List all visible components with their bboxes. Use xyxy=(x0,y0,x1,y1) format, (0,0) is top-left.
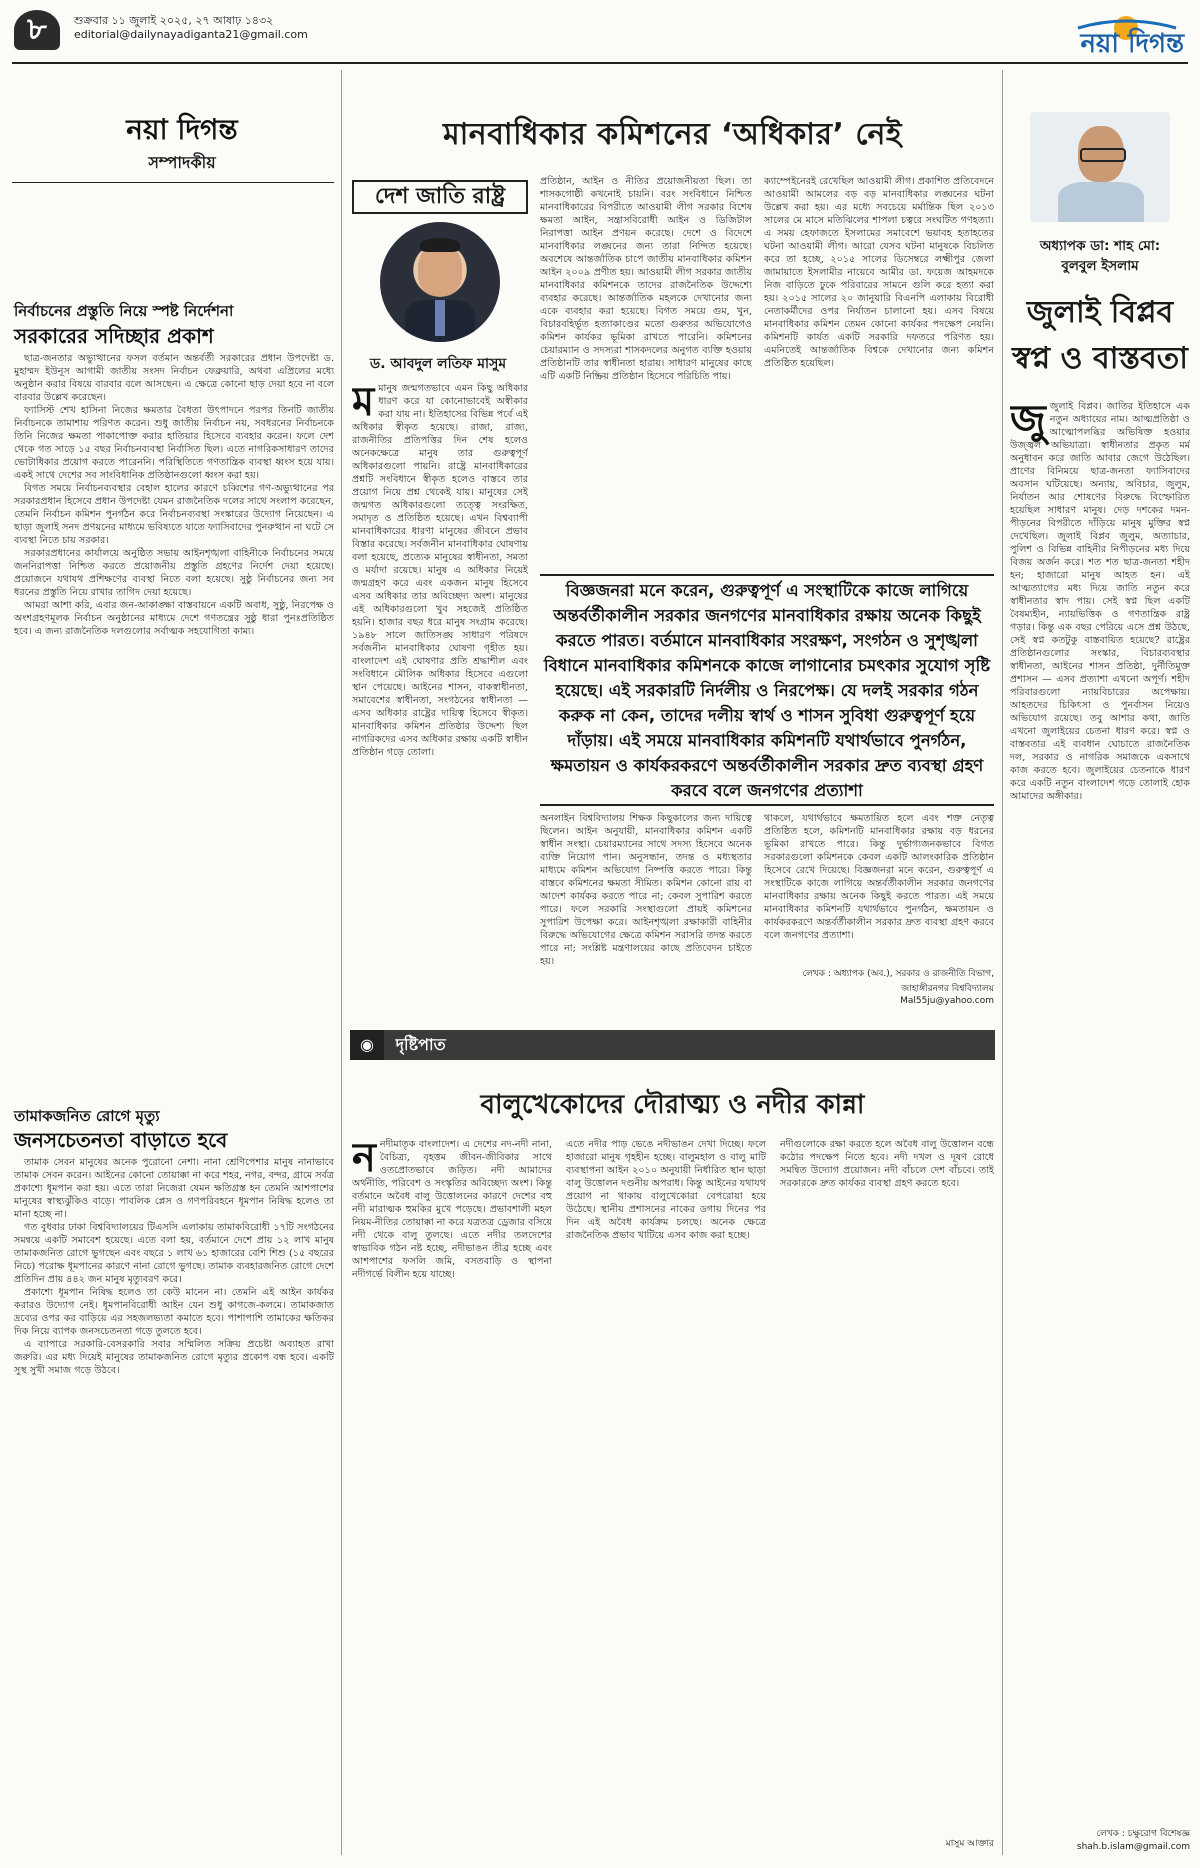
paragraph: গত বুধবার ঢাকা বিশ্ববিদ্যালয়ের টিএসসি এলাকায় তামাকবিরোধী ১৭টি সংগঠনের সমন্বয়ে একটি সমাবেশ হয়েছে। এতে বলা হয়, বর্তমানে দেশে প্রায় ১২ লাখ মানুষ তামাকজনিত রোগে ভুগছেন এবং বছরে ১ লাখ ৬১ হাজারের বেশি শিশু (১৫ বছরের নিচে) পরোক্ষ ধূমপানের কারণে নানা রোগে ভুগছে। তামাক ব্যবহারজনিত রোগে দেশে প্রতিদিন প্রায় ৪৪২ জন মানুষ মৃত্যুবরণ করে। xyxy=(14,1222,334,1285)
author-photo xyxy=(380,222,500,342)
masthead-rule xyxy=(12,62,1188,64)
main-author-footer: লেখক : অধ্যাপক (অব.), সরকার ও রাজনীতি বিভাগ, জাহাঙ্গীরনগর বিশ্ববিদ্যালয় xyxy=(802,969,994,994)
drishtipat-bar xyxy=(350,1030,995,1060)
editorial1-title: সরকারের সদিচ্ছার প্রকাশ xyxy=(14,324,214,348)
column-title-box xyxy=(352,180,528,214)
column-divider xyxy=(1002,70,1003,1855)
main-body-col3: ক্যাম্পেইনেরই রেখেছিল আওয়ামী লীগ। প্রকাশিত প্রতিবেদনে আওয়ামী আমলের বড় বড় মানবাধিকার লঙ্ঘনের ঘটনা উল্লেখ করা হয়। এর মধ্যে সবচেয়ে মর্মান্তিক ছিল ২০১৩ সালের মে মাসে মতিঝিলের শাপলা চত্বরে সংঘটিত গণহত্যা। এ সময় হেফাজতে ইসলামের সমাবেশে ভয়াবহ হতাহতের ঘটনা আওয়ামী লীগ। আরো যেসব ঘটনা মানুষকে বিচলিত করে তা হচ্ছে, ২০১৫ সালের ডিসেম্বরে লক্ষ্মীপুর জেলা জামায়াতে ইসলামীর নায়েবে আমীর ডা. ফয়েজ আহমদকে নিজ বাড়িতে ঢুকে পরিবারের সামনে গুলি করে হত্যা করা হয়। ২০১৫ সালের ২০ জানুয়ারি বিএনপি এলাকায় বিরোধী নেতাকর্মীদের ওপর নির্যাতন চালানো হয়। এসব বিষয়ে মানবাধিকার কমিশন তেমন কোনো কার্যকর পদক্ষেপ নেয়নি। কমিশনটি কার্যত একটি সরকারি দফতরে পরিণত হয়। এমনিতেই আন্তর্জাতিক বিশ্বকে দেখানোর জন্য কমিশন প্রতিষ্ঠিত হয়েছিল। xyxy=(764,176,994,369)
editorial1-body xyxy=(14,352,334,1032)
main-author-email[interactable]: Mal55ju@yahoo.com xyxy=(900,996,994,1006)
right-headline-line1: জুলাই বিপ্লব xyxy=(1026,295,1174,330)
paragraph: তামাক সেবন মানুষের অনেক পুরোনো নেশা। নানা শ্রেণিপেশার মানুষ নানাভাবে তামাক সেবন করেন। আইনের কোনো তোয়াক্কা না করে শহর, নগর, বন্দর, গ্রামে সর্বত্র প্রকাশ্যে ধূমপান করা হয়। এতে তারা নিজেরা যেমন ক্ষতিগ্রস্ত হন তেমনি আশপাশের মানুষের স্বাস্থ্যঝুঁকিও বাড়ে। পাবলিক প্লেস ও গণপরিবহনে ধূমপান নিষিদ্ধ হলেও তা মানা হচ্ছে না। xyxy=(14,1157,334,1220)
divider xyxy=(12,182,334,183)
eye-icon: ◉ xyxy=(350,1030,384,1060)
page-number: ৮ xyxy=(14,10,60,50)
paragraph: ফ্যাসিস্ট শেখ হাসিনা নিজের ক্ষমতার বৈধতা উৎপাদনে পরপর তিনটি জাতীয় নির্বাচনকে তামাশায় পরিণত করেন। শুধু জাতীয় নির্বাচন নয়, সবধরনের নির্বাচনকে তিনি নিজের ক্ষমতা পাকাপোক্ত করার হাতিয়ার হিসেবে ব্যবহার করেন। ফলে দেশ থেকে গত সাড়ে ১৫ বছর নির্বাচনব্যবস্থা নির্বাসিত ছিল। এতে নাগরিকসাধারণ তাদের ভোটাধিকার প্রয়োগ করতে পারেননি। পরিস্থিতিতে গণতান্ত্রিক ব্যবস্থা ধ্বংস হয়ে যায়। একই সাথে দেশের সব সাংবিধানিক প্রতিষ্ঠানগুলো ধ্বংস করা হয়। xyxy=(14,405,334,481)
paragraph: সরকারপ্রধানের কার্যালয়ে অনুষ্ঠিত সভায় আইনশৃঙ্খলা বাহিনীকে নির্বাচনের সময়ে জননিরাপত্তা নিশ্চিত করতে প্রয়োজনীয় প্রস্তুতি গ্রহণের নির্দেশ দেয়া হয়েছে। প্রয়োজনে যথাযথ প্রশিক্ষণের ব্যবস্থা নিতে বলা হয়েছে। সুষ্ঠু নির্বাচনের জন্য সব ধরনের প্রস্তুতি নিয়ে রাখার তাগিদ দেয়া হয়েছে। xyxy=(14,548,334,598)
right-author-footer: লেখক : চক্ষুরোগ বিশেষজ্ঞ xyxy=(1096,1829,1190,1839)
logo-text: নয়া দিগন্ত xyxy=(1080,29,1184,58)
author-name: ড. আবদুল লতিফ মাসুম xyxy=(369,356,507,372)
right-author-line2: বুলবুল ইসলাম xyxy=(1061,258,1139,274)
paragraph: বিগত সময়ে নির্বাচনব্যবস্থার বেহাল হালের কারণে চব্বিশের গণ-অভ্যুত্থানের পর সরকারপ্রধান হিসেবে প্রধান উপদেষ্টা যেমন রাজনৈতিক দলের সাথে সংলাপ করেছেন, তেমনি নির্বাচন কমিশন পুনর্গঠন করে নির্বাচনব্যবস্থা সংস্কারের উদ্যোগ নিয়েছেন। এ ছাড়া জুলাই সনদ প্রণয়নের মাধ্যমে ভবিষ্যতে যাতে ফ্যাসিবাদের পুনরুত্থান না ঘটে সে ব্যবস্থা নিতে চায় সরকার। xyxy=(14,483,334,546)
editorial2-body xyxy=(14,1156,334,1856)
editorial2-title: জনসচেতনতা বাড়াতে হবে xyxy=(14,1128,228,1152)
drishtipat-headline: বালুখেকোদের দৌরাত্ম্য ও নদীর কান্না xyxy=(480,1090,865,1120)
drishtipat-col3: নদীগুলোকে রক্ষা করতে হলে অবৈধ বালু উত্তোলন বন্ধে কঠোর পদক্ষেপ নিতে হবে। নদী দখল ও দূষণ রোধে সমন্বিত উদ্যোগ প্রয়োজন। নদী বাঁচলে দেশ বাঁচবে। তাই সরকারকে দ্রুত কার্যকর ব্যবস্থা গ্রহণ করতে হবে। xyxy=(780,1139,994,1189)
editorial2-kicker: তামাকজনিত রোগে মৃত্যু xyxy=(14,1107,160,1125)
right-body-text: জুলাই বিপ্লব। জাতির ইতিহাসে এক নতুন অধ্যায়ের নাম। আত্মপ্রতিষ্ঠা ও আত্মোপলব্ধির অভিষিক্ত হওয়ার উজ্জ্বল অভিযাত্রা। স্বাধীনতার প্রকৃত মর্ম অনুধাবন করে জাতি আবার জেগে উঠেছিল। প্রাণের বিনিময়ে ছাত্র-জনতা ফ্যাসিবাদের অবসান ঘটিয়েছে। অন্যায়, অবিচার, জুলুম, নির্যাতন আর শোষণের বিরুদ্ধে বিস্ফোরিত হয়েছিল সাধারণ মানুষ। দেড় দশকের দমন-পীড়নের বিপরীতে দাঁড়িয়ে মানুষ মুক্তির স্বপ্ন দেখেছিল। জুলাই বিপ্লব জুলুম, অত্যাচার, পুলিশ ও বিভিন্ন বাহিনীর নিপীড়নের মধ্য দিয়ে বিজয় অর্জন করে। শত শত ছাত্র-জনতা শহীদ হন; হাজারো মানুষ আহত হন। এই আত্মত্যাগের মধ্য দিয়ে জাতি নতুন করে স্বাধীনতার স্বাদ পায়। সেই স্বপ্ন ছিল একটি বৈষম্যহীন, ন্যায়ভিত্তিক ও গণতান্ত্রিক রাষ্ট্র গড়ার। কিন্তু এক বছর পেরিয়ে এসে প্রশ্ন উঠছে, সেই স্বপ্ন কতটুকু বাস্তবায়িত হয়েছে? রাষ্ট্রের প্রতিষ্ঠানগুলোর সংস্কার, বিচারব্যবস্থার স্বাধীনতা, আইনের শাসন প্রতিষ্ঠা, দুর্নীতিমুক্ত প্রশাসন — এসব প্রত্যাশা এখনো অপূর্ণ। শহীদ পরিবারগুলো ন্যায়বিচারের অপেক্ষায়। আহতদের চিকিৎসা ও পুনর্বাসন নিয়েও অভিযোগ রয়েছে। তবু আশার কথা, জাতি এখনো জুলাইয়ের চেতনা ধারণ করে। স্বপ্ন ও বাস্তবতার এই ব্যবধান ঘোচাতে রাজনৈতিক দল, সরকার ও নাগরিক সমাজকে একসাথে কাজ করতে হবে। জুলাইয়ের চেতনাকে ধারণ করে একটি নতুন বাংলাদেশ গড়ে তোলাই হোক আমাদের অঙ্গীকার। xyxy=(1010,401,1190,802)
editorial-logo xyxy=(122,108,242,155)
editorial1-kicker: নির্বাচনের প্রস্তুতি নিয়ে স্পষ্ট নির্দেশনা xyxy=(14,302,234,320)
column-title: দেশ জাতি রাষ্ট্র xyxy=(374,184,506,209)
drishtipat-col2: এতে নদীর পাড় ভেঙে নদীভাঙন দেখা দিচ্ছে। ফলে হাজারো মানুষ গৃহহীন হচ্ছে। বালুমহাল ও বালু মাটি ব্যবস্থাপনা আইন ২০১০ অনুযায়ী নির্ধারিত স্থান ছাড়া বালু উত্তোলন দণ্ডনীয় অপরাধ। কিন্তু আইনের যথাযথ প্রয়োগ না থাকায় বালুখেকোরা বেপরোয়া হয়ে উঠেছে। স্থানীয় প্রশাসনের নাকের ডগায় দিনের পর দিন এই অবৈধ কার্যক্রম চলছে। অনেক ক্ষেত্রে রাজনৈতিক প্রভাব খাটিয়ে এসব কাজ করা হচ্ছে। xyxy=(566,1139,766,1241)
author-photo-right xyxy=(1030,112,1170,222)
paragraph: প্রকাশ্যে ধূমপান নিষিদ্ধ হলেও তা কেউ মানেন না। তেমনি এই আইন কার্যকর করারও উদ্যোগ নেই। ধূমপানবিরোধী আইন যেন শুধু কাগজে-কলমে। তামাকজাত দ্রব্যের ওপর কর বাড়িয়ে এর সহজলভ্যতা কমাতে হবে। পাশাপাশি তামাকের ক্ষতিকর দিক নিয়ে ব্যাপক জনসচেতনতা গড়ে তুলতে হবে। xyxy=(14,1287,334,1337)
main-body-lower1: অনলাইন বিশ্ববিদ্যালয় শিক্ষক কিছুকালের জন্য দায়িত্বে ছিলেন। আইন অনুযায়ী, মানবাধিকার কমিশন একটি স্বাধীন সংস্থা। চেয়ারম্যানের সাথে সদস্য হিসেবে অনেক ব্যক্তি নিয়োগ পান। অনুসন্ধান, তদন্ত ও মধ্যস্থতার মাধ্যমে কমিশন অভিযোগ নিষ্পত্তি করতে পারে। কিন্তু বাস্তবে কমিশনের ক্ষমতা সীমিত। কমিশন কোনো রায় বা আদেশ কার্যকর করতে পারে না; কেবল সুপারিশ করতে পারে। ফলে সরকারি সংস্থাগুলো প্রায়ই কমিশনের সুপারিশ উপেক্ষা করে। আইনশৃঙ্খলা রক্ষাকারী বাহিনীর বিরুদ্ধে অভিযোগের ক্ষেত্রে কমিশন সরাসরি তদন্ত করতে পারে না; সংশ্লিষ্ট মন্ত্রণালয়ের কাছে প্রতিবেদন চাইতে হয়। xyxy=(540,813,752,967)
main-body-col2: প্রতিষ্ঠান, আইন ও নীতির প্রয়োজনীয়তা ছিল। তা শাসকগোষ্ঠী কখনোই চায়নি। বরং সংবিধানে নিশ্চিত মানবাধিকারের বিপরীতে আওয়ামী লীগ সরকার বিশেষ ক্ষমতা আইন, সন্ত্রাসবিরোধী আইন ও ডিজিটাল নিরাপত্তা আইন প্রণয়ন করেছে। দেশে ও বিদেশে মানবাধিকার লঙ্ঘনের জন্য তারা নিন্দিত হয়েছে। অবশেষে আন্তর্জাতিক চাপে জাতীয় মানবাধিকার কমিশন আইন ২০০৯ প্রণীত হয়। আওয়ামী লীগ সরকার জাতীয় মানবাধিকার কমিশনকে তাদের রাজনৈতিক উদ্দেশ্যে ব্যবহার করেছে। আন্তর্জাতিক মহলকে দেখানোর জন্য একে ব্যবহার করা হয়েছে। বিগত সময়ে গুম, খুন, বিচারবহির্ভূত হত্যাকাণ্ডের মতো গুরুতর অভিযোগেও কমিশন কার্যকর ভূমিকা রাখতে পারেনি। কমিশনের চেয়ারম্যান ও সদস্যরা শাসকদলের অনুগত ব্যক্তি হওয়ায় প্রতিষ্ঠানটি তার স্বাধীনতা হারায়। সাধারণ মানুষের কাছে এটি একটি নিষ্ক্রিয় প্রতিষ্ঠান হিসেবে পরিচিতি পায়। xyxy=(540,176,752,382)
date-line: শুক্রবার ১১ জুলাই ২০২৫, ২৭ আষাঢ় ১৪৩২ xyxy=(74,14,274,27)
paragraph: এ ব্যাপারে সরকারি-বেসরকারি সবার সম্মিলিত সক্রিয় প্রচেষ্টা অব্যাহত রাখা জরুরি। এর মধ্য দিয়েই মানুষের তামাকজনিত রোগে মৃত্যুর প্রকোপ বন্ধ হবে। একটি সুস্থ সুখী সমাজ গড়ে উঠবে। xyxy=(14,1339,334,1376)
paragraph: আমরা আশা করি, এবার জন-আকাঙ্ক্ষা বাস্তবায়নে একটি অবাধ, সুষ্ঠু, নিরপেক্ষ ও অংশগ্রহণমূলক নির্বাচন অনুষ্ঠানের মাধ্যমে দেশে গণতন্ত্রের সুষ্ঠু ধারা পুনঃপ্রতিষ্ঠিত হবে। এ জন্য রাজনৈতিক দলগুলোর সর্বাত্মক সহযোগিতা কাম্য। xyxy=(14,600,334,637)
main-body-col1 xyxy=(352,382,528,927)
right-headline-line2: স্বপ্ন ও বাস্তবতা xyxy=(1012,341,1188,376)
editorial-email[interactable]: editorial@dailynayadiganta21@gmail.com xyxy=(74,28,308,41)
right-body xyxy=(1010,400,1190,1820)
drishtipat-col1 xyxy=(352,1138,552,1848)
editorial-logo-text: নয়া দিগন্ত xyxy=(126,113,238,146)
dropcap: ন xyxy=(352,1138,376,1181)
editorial-section-title: সম্পাদকীয় xyxy=(148,153,216,172)
right-author-line1: অধ্যাপক ডা: শাহ মো: xyxy=(1039,238,1161,254)
right-author-email[interactable]: shah.b.islam@gmail.com xyxy=(1076,1842,1190,1852)
column-divider xyxy=(341,70,342,1855)
dropcap: জু xyxy=(1010,400,1046,443)
drishtipat-author: মাসুম আক্তার xyxy=(945,1839,994,1849)
dropcap: ম xyxy=(352,382,375,425)
pullquote: বিজ্ঞজনরা মনে করেন, গুরুত্বপূর্ণ এ সংস্থাটিকে কাজে লাগিয়ে অন্তর্বর্তীকালীন সরকার জনগণের মানবাধিকার রক্ষায় অনেক কিছুই করতে পারত। বর্তমানে মানবাধিকার সংরক্ষণ, সংগঠন ও সুশৃঙ্খলা বিধানে মানবাধিকার কমিশনকে কাজে লাগানোর চমৎকার সুযোগ সৃষ্টি হয়েছে। এই সরকারটি নির্দলীয় ও নিরপেক্ষ। যে দলই সরকার গঠন করুক না কেন, তাদের দলীয় স্বার্থ ও শাসন সুবিধা গুরুত্বপূর্ণ হয়ে দাঁড়ায়। এই সময়ে মানবাধিকার কমিশনটি যথার্থভাবে পুনর্গঠন, ক্ষমতায়ন ও কার্যকরকরণে অন্তর্বর্তীকালীন সরকার দ্রুত ব্যবস্থা গ্রহণ করবে বলে জনগণের প্রত্যাশা xyxy=(543,580,991,800)
drishtipat-text: নদীমাতৃক বাংলাদেশ। এ দেশের নদ-নদী নানা, বৈচিত্র্য, বৃহত্তম জীবন-জীবিকার সাথে ওতপ্রোতভাবে জড়িত। নদী আমাদের অর্থনীতি, পরিবেশ ও সংস্কৃতির অবিচ্ছেদ্য অংশ। কিন্তু বর্তমানে অবৈধ বালু উত্তোলনের কারণে দেশের বহু নদী মারাত্মক হুমকির মুখে পড়েছে। প্রভাবশালী মহল নিয়ম-নীতির তোয়াক্কা না করে যত্রতত্র ড্রেজার বসিয়ে নদী থেকে বালু তুলছে। এতে নদীর তলদেশের স্বাভাবিক গঠন নষ্ট হচ্ছে, নদীভাঙন তীব্র হচ্ছে এবং আশপাশের ফসলি জমি, বসতবাড়ি ও স্থাপনা নদীগর্ভে বিলীন হয়ে যাচ্ছে। xyxy=(352,1139,552,1280)
main-headline: মানবাধিকার কমিশনের ‘অধিকার’ নেই xyxy=(442,117,903,152)
pullquote-box xyxy=(540,574,994,806)
paragraph: ছাত্র-জনতার অভ্যুত্থানের ফসল বর্তমান অন্তর্বর্তী সরকারের প্রধান উপদেষ্টা ড. মুহাম্মদ ইউনূস আগামী জাতীয় সংসদ নির্বাচন ফেব্রুয়ারি, অথবা এপ্রিলের মধ্যে অনুষ্ঠান করার বিষয়ে বারবার বলে আসছেন। এ ক্ষেত্রে কোনো ছাড় দেয়া হবে না বলে বারবার উল্লেখ করেছেন। xyxy=(14,353,334,403)
newspaper-logo xyxy=(1016,10,1186,58)
main-body-lower2: থাকলে, যথার্থভাবে ক্ষমতায়িত হলে এবং শক্ত নেতৃত্ব প্রতিষ্ঠিত হলে, কমিশনটি মানবাধিকার রক্ষায় বড় ধরনের ভূমিকা রাখতে পারে। কিন্তু দুর্ভাগ্যজনকভাবে বিগত সরকারগুলো কমিশনকে কেবল একটি আলংকারিক প্রতিষ্ঠান হিসেবে রেখে দিয়েছে। বিজ্ঞজনরা মনে করেন, গুরুত্বপূর্ণ এ সংস্থাটিকে কাজে লাগিয়ে অন্তর্বর্তীকালীন সরকার জনগণের মানবাধিকার রক্ষায় অনেক কিছুই করতে পারত। এই সময়ে মানবাধিকার কমিশনটি যথার্থভাবে পুনর্গঠন, ক্ষমতায়ন ও কার্যকরকরণে অন্তর্বর্তীকালীন সরকার দ্রুত ব্যবস্থা গ্রহণ করবে বলে জনগণের প্রত্যাশা। xyxy=(764,813,994,941)
drishtipat-label: দৃষ্টিপাত xyxy=(395,1035,446,1054)
main-body-text: মানুষ জন্মগতভাবে এমন কিছু অধিকার ধারণ করে যা কোনোভাবেই অস্বীকার করা যায় না। ইতিহাসের বিভিন্ন পর্বে এই অধিকার স্বীকৃত হয়েছে। রাজা, রাজ্য, রাজনীতির প্রতিপত্তির দিন শেষ হলেও অনেকক্ষেত্রে মানুষ তার গুরুত্বপূর্ণ অধিকারগুলো পায়নি। রাষ্ট্রে মানবাধিকারের প্রশ্নটি সংবিধানে স্বীকৃত হলেও বাস্তবে তার প্রয়োগ নিয়ে প্রশ্ন থেকেই যায়। মানুষের সেই জন্মগত অধিকারগুলো তত্ত্বে সংরক্ষিত, সমাদৃত ও প্রতিষ্ঠিত হয়েছে। এখন বিশ্বব্যাপী মানবাধিকারের ধারণা মানুষের জীবনে প্রভাব বিস্তার করেছে। সর্বজনীন মানবাধিকার ঘোষণায় বলা হয়েছে, প্রত্যেক মানুষের স্বাধীনতা, সমতা ও মর্যাদা রয়েছে। মানুষ এ অধিকার নিয়েই জন্মগ্রহণ করে এবং একজন মানুষ হিসেবে এসব অধিকার তার অবিচ্ছেদ্য অংশ। মানুষের এই অধিকারগুলো খুব সহজেই প্রতিষ্ঠিত হয়নি। হাজার বছর ধরে মানুষ সংগ্রাম করেছে। ১৯৪৮ সালে জাতিসঙ্ঘ সাধারণ পরিষদে সর্বজনীন মানবাধিকার ঘোষণা গৃহীত হয়। বাংলাদেশ এই ঘোষণার প্রতি শ্রদ্ধাশীল এবং সংবিধানে মৌলিক অধিকার হিসেবে এগুলো স্থান পেয়েছে। আইনের শাসন, বাকস্বাধীনতা, সমাবেশের স্বাধীনতা, সংগঠনের স্বাধীনতা — এসব অধিকার রাষ্ট্রের দায়িত্ব হিসেবে স্বীকৃত। মানবাধিকার কমিশন প্রতিষ্ঠার উদ্দেশ্য ছিল নাগরিকদের এসব অধিকার রক্ষায় একটি স্বাধীন প্রতিষ্ঠান গড়ে তোলা। xyxy=(352,383,528,758)
